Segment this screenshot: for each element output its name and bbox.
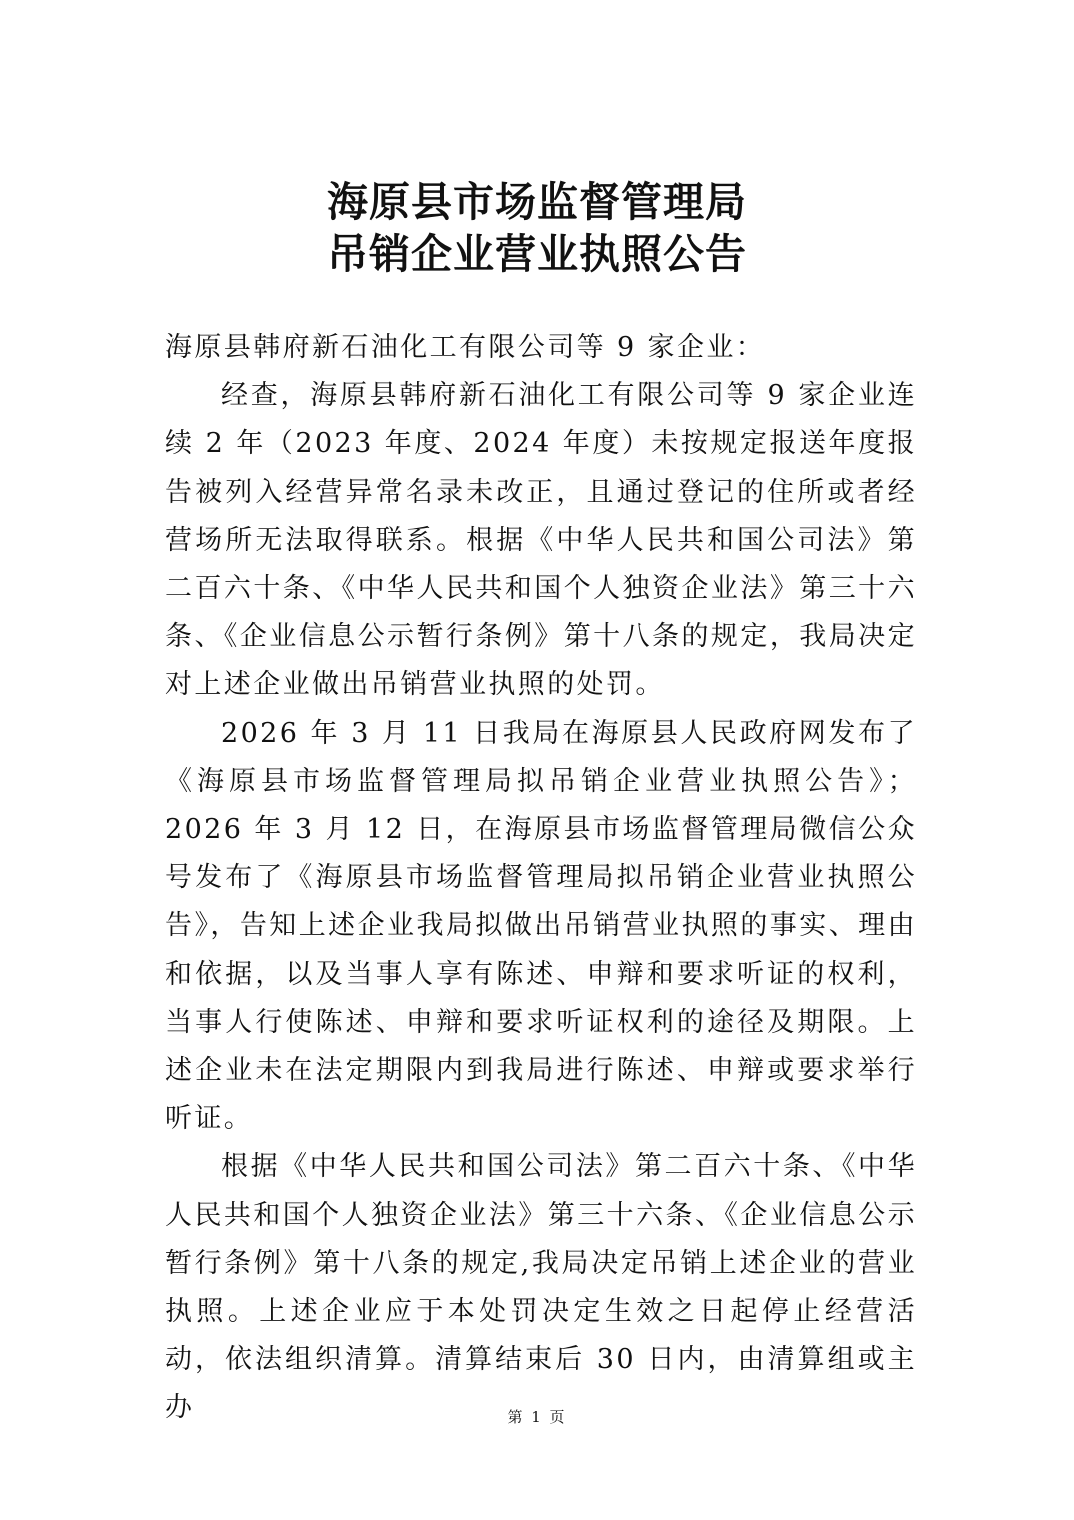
- paragraph-findings: 经查，海原县韩府新石油化工有限公司等 9 家企业连续 2 年（2023 年度、2024 年度）未按规定报送年度报告被列入经营异常名录未改正，且通过登记的住所或者经营场所无法取得联系。根据《中华人民共和国公司法》第二百六十条、《中华人民共和国个人独资企业法》第三十六条、《企业信息公示暂行条例》第十八条的规定，我局决定对上述企业做出吊销营业执照的处罚。: [165, 380, 917, 701]
- salutation: 海原县韩府新石油化工有限公司等 9 家企业：: [165, 332, 766, 363]
- page-number: 第 1 页: [507, 1408, 567, 1426]
- document-body: [165, 324, 917, 1433]
- paragraph-notice-history: 2026 年 3 月 11 日我局在海原县人民政府网发布了《海原县市场监督管理局拟吊销企业营业执照公告》；2026 年 3 月 12 日，在海原县市场监督管理局微信公众号发布了《海原县市场监督管理局拟吊销企业营业执照公告》，告知上述企业我局拟做出吊销营业执照的事实、理由和依据，以及当事人享有陈述、申辩和要求听证的权利，当事人行使陈述、申辩和要求听证权利的途径及期限。上述企业未在法定期限内到我局进行陈述、申辩或要求举行听证。: [165, 717, 917, 1135]
- document-title-line1: 海原县市场监督管理局: [327, 178, 747, 226]
- document-title-line2: 吊销企业营业执照公告: [327, 230, 747, 278]
- paragraph-decision: 根据《中华人民共和国公司法》第二百六十条、《中华人民共和国个人独资企业法》第三十六条、《企业信息公示暂行条例》第十八条的规定,我局决定吊销上述企业的营业执照。上述企业应于本处罚决定生效之日起停止经营活动，依法组织清算。清算结束后 30 日内，由清算组或主办: [165, 1151, 917, 1424]
